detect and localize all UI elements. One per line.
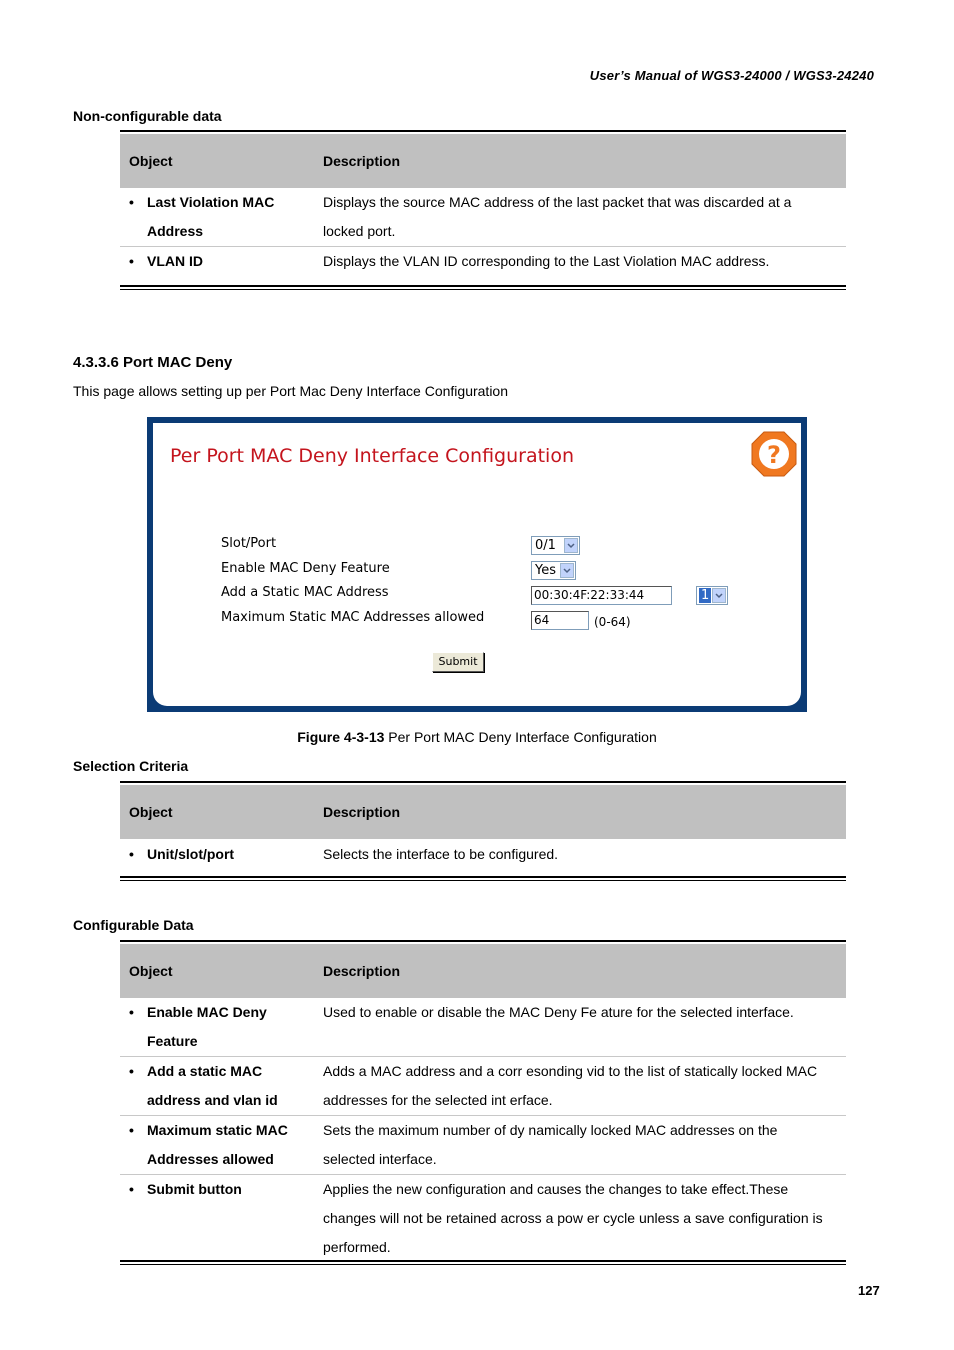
bullet-icon: • (129, 194, 134, 210)
description-text: locked port. (323, 223, 396, 239)
description-text: Applies the new configuration and causes the changes to take effect.These (323, 1181, 789, 1197)
table-row (120, 188, 846, 247)
description-cell (320, 1057, 846, 1116)
object-text: address and vlan id (147, 1092, 278, 1108)
selection-criteria-table (120, 785, 846, 870)
description-text: Selects the interface to be configured. (323, 846, 559, 862)
col-description-header: Description (323, 153, 401, 169)
bullet-icon: • (129, 846, 134, 862)
object-text: Add a static MAC (147, 1063, 263, 1079)
col-object-header: Object (129, 804, 173, 820)
table-header-row (120, 134, 846, 188)
description-text: Displays the VLAN ID corresponding to the Last Violation MAC address. (323, 253, 770, 269)
configurable-data-table (120, 944, 846, 1262)
figure-number: Figure 4-3-13 (297, 729, 385, 745)
table-bottom-rule (120, 1264, 846, 1265)
object-text: Submit button (147, 1181, 242, 1197)
table-row (120, 1116, 846, 1175)
object-cell (120, 1175, 320, 1263)
table-top-rule (120, 781, 846, 783)
object-cell (120, 839, 320, 870)
table-row (120, 1057, 846, 1116)
non-configurable-table (120, 134, 846, 276)
table-top-rule (120, 130, 846, 132)
col-description-header: Description (323, 963, 401, 979)
figure-caption-text: Per Port MAC Deny Interface Configuration (384, 729, 657, 745)
description-cell (320, 998, 846, 1057)
table-header-row (120, 944, 846, 998)
bullet-icon: • (129, 1122, 134, 1138)
table-row (120, 1175, 846, 1263)
description-cell (320, 188, 846, 247)
description-text: selected interface. (323, 1151, 437, 1167)
object-cell (120, 1116, 320, 1175)
description-text: Sets the maximum number of dy namically locked MAC addresses on the (323, 1122, 778, 1138)
object-cell (120, 247, 320, 277)
enable-mac-deny-value: Yes (535, 563, 556, 578)
table-bottom-rule (120, 880, 846, 881)
bullet-icon: • (129, 253, 134, 269)
object-text: Addresses allowed (147, 1151, 274, 1167)
object-text: Unit/slot/port (147, 846, 235, 862)
description-text: performed. (323, 1239, 391, 1255)
vlan-id-select[interactable] (696, 586, 728, 605)
selection-criteria-label: Selection Criteria (73, 758, 189, 774)
object-text: Maximum static MAC (147, 1122, 288, 1138)
description-text: changes will not be retained across a pow er cycle unless a save configuration is (323, 1210, 823, 1226)
bullet-icon: • (129, 1004, 134, 1020)
table-bottom-rule (120, 289, 846, 290)
bullet-icon: • (129, 1063, 134, 1079)
description-text: Adds a MAC address and a corr esonding vid to the list of statically locked MAC (323, 1063, 818, 1079)
help-question-icon[interactable] (751, 431, 797, 477)
col-description-header: Description (323, 804, 401, 820)
table-top-rule (120, 940, 846, 942)
col-object-header: Object (129, 153, 173, 169)
config-screenshot-panel (147, 417, 807, 712)
description-text: Displays the source MAC address of the last packet that was discarded at a (323, 194, 792, 210)
description-cell (320, 839, 846, 870)
description-cell (320, 1116, 846, 1175)
chevron-down-icon[interactable] (564, 538, 578, 553)
submit-button[interactable]: Submit (432, 652, 484, 672)
object-text: Feature (147, 1033, 198, 1049)
object-text: Last Violation MAC (147, 194, 275, 210)
max-static-mac-input[interactable]: 64 (531, 611, 589, 630)
object-cell (120, 188, 320, 247)
configurable-data-label: Configurable Data (73, 917, 194, 933)
object-text: VLAN ID (147, 253, 203, 269)
chevron-down-icon[interactable] (712, 588, 726, 603)
section-heading: 4.3.3.6 Port MAC Deny (73, 354, 233, 371)
bullet-icon: • (129, 1181, 134, 1197)
enable-mac-deny-label: Enable MAC Deny Feature (221, 561, 390, 576)
table-bottom-rule (120, 1260, 846, 1262)
table-bottom-rule (120, 285, 846, 287)
table-bottom-rule (120, 876, 846, 878)
section-intro: This page allows setting up per Port Mac Deny Interface Configuration (73, 383, 509, 399)
manual-header-title: User’s Manual of WGS3-24000 / WGS3-24240 (589, 68, 874, 83)
static-mac-input[interactable]: 00:30:4F:22:33:44 (531, 586, 672, 605)
table-row (120, 247, 846, 277)
non-configurable-label: Non-configurable data (73, 108, 222, 124)
slot-port-label: Slot/Port (221, 536, 277, 551)
chevron-down-icon[interactable] (560, 563, 574, 578)
slot-port-value: 0/1 (535, 538, 556, 553)
object-cell (120, 1057, 320, 1116)
table-header-row (120, 785, 846, 839)
object-cell (120, 998, 320, 1057)
description-cell (320, 1175, 846, 1263)
col-object-header: Object (129, 963, 173, 979)
max-range-hint: (0-64) (594, 615, 631, 629)
page-number: 127 (858, 1283, 880, 1298)
config-page-title: Per Port MAC Deny Interface Configuration (170, 445, 574, 467)
object-text: Address (147, 223, 204, 239)
table-row (120, 998, 846, 1057)
add-static-mac-label: Add a Static MAC Address (221, 585, 389, 600)
max-static-mac-label: Maximum Static MAC Addresses allowed (221, 610, 485, 625)
description-cell (320, 247, 846, 277)
enable-mac-deny-select[interactable] (531, 561, 576, 580)
description-text: Used to enable or disable the MAC Deny Fe ature for the selected interface. (323, 1004, 794, 1020)
figure-caption (0, 729, 954, 745)
vlan-id-value: 1 (701, 588, 710, 603)
slot-port-select[interactable] (531, 536, 580, 555)
object-text: Enable MAC Deny (147, 1004, 267, 1020)
config-form (153, 423, 801, 706)
table-row (120, 839, 846, 870)
description-text: addresses for the selected int erface. (323, 1092, 553, 1108)
svg-text:?: ? (767, 441, 781, 469)
